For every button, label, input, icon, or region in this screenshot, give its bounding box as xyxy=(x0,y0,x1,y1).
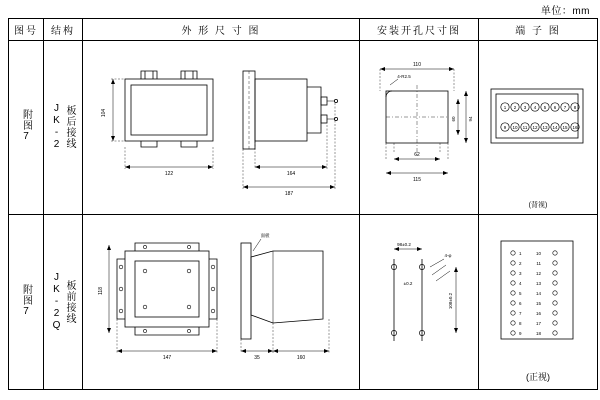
terminal-left-6: 6 xyxy=(519,301,522,307)
terminal-right-14: 14 xyxy=(535,291,541,297)
terminal-caption-1: (背视) xyxy=(528,202,548,210)
dim-108: 108±0.2 xyxy=(448,293,453,310)
header-outline: 外 形 尺 寸 图 xyxy=(83,19,360,41)
terminal-right-10: 10 xyxy=(535,251,541,257)
cell-fig-no-2 xyxy=(9,215,44,390)
dim-115: 115 xyxy=(413,176,421,183)
terminal-num-15: 15 xyxy=(562,124,568,130)
outline-drawing-jk2 xyxy=(83,41,357,209)
header-terminal: 端 子 图 xyxy=(479,19,598,41)
terminal-left-2: 2 xyxy=(519,261,522,267)
cell-structure-1 xyxy=(44,40,83,215)
cell-hole-1 xyxy=(360,40,479,215)
terminal-left-4: 4 xyxy=(519,281,522,287)
dim-164: 164 xyxy=(286,170,296,177)
terminal-left-3: 3 xyxy=(519,271,522,277)
terminal-diagram-jk2 xyxy=(479,41,595,209)
cell-structure-2 xyxy=(44,215,83,390)
dim-4-r25: 4-R2.5 xyxy=(397,73,411,79)
hole-drawing-jk2 xyxy=(360,41,476,209)
terminal-right-15: 15 xyxy=(535,301,541,307)
terminal-num-10: 10 xyxy=(512,124,518,130)
fig-no-label-1: 附图7 xyxy=(20,108,32,143)
structure-model-1: JK-2 xyxy=(51,103,62,152)
terminal-num-9: 9 xyxy=(503,124,507,130)
fig-no-label-2: 附图7 xyxy=(20,283,32,318)
terminal-num-3: 3 xyxy=(523,104,527,110)
terminal-num-13: 13 xyxy=(542,124,548,130)
dim-122: 122 xyxy=(164,170,174,177)
table-row xyxy=(9,215,598,390)
structure-wiring-2: 板前接线 xyxy=(64,280,75,325)
cell-terminal-2 xyxy=(479,215,598,390)
header-fig-no: 图号 xyxy=(9,19,44,41)
cell-hole-2 xyxy=(360,215,479,390)
terminal-num-14: 14 xyxy=(552,124,558,130)
panel-label: 面板 xyxy=(260,233,270,239)
terminal-left-9: 9 xyxy=(519,331,522,337)
terminal-num-7: 7 xyxy=(563,104,567,110)
structure-wiring-1: 板后接线 xyxy=(64,105,75,150)
unit-note: 单位：mm xyxy=(540,6,590,17)
terminal-right-17: 17 xyxy=(535,321,541,327)
terminal-left-5: 5 xyxy=(519,291,522,297)
header-hole: 安装开孔尺寸图 xyxy=(360,19,479,41)
terminal-num-12: 12 xyxy=(532,124,538,130)
dim-98: 98±0.2 xyxy=(397,242,411,248)
terminal-left-8: 8 xyxy=(519,321,522,327)
dim-35: 35 xyxy=(254,355,260,362)
dim-60: 60 xyxy=(451,116,456,122)
cell-outline-1 xyxy=(83,40,360,215)
terminal-num-4: 4 xyxy=(533,104,537,110)
terminal-num-1: 1 xyxy=(503,104,507,110)
dim-tol: ±0.2 xyxy=(403,281,413,287)
terminal-left-7: 7 xyxy=(519,311,522,317)
table-row xyxy=(9,40,598,215)
terminal-num-5: 5 xyxy=(543,104,547,110)
dim-4-phi: 4-φ xyxy=(444,253,452,259)
cell-terminal-1 xyxy=(479,40,598,215)
dim-187: 187 xyxy=(284,190,294,197)
terminal-right-13: 13 xyxy=(535,281,541,287)
structure-model-2: JK-2Q xyxy=(51,272,62,333)
terminal-right-16: 16 xyxy=(535,311,541,317)
header-structure: 结构 xyxy=(44,19,83,41)
hole-drawing-jk2q xyxy=(360,215,476,383)
outline-drawing-jk2q xyxy=(83,215,357,383)
table-header-row xyxy=(9,19,598,41)
dim-94: 94 xyxy=(468,116,473,122)
terminal-left-1: 1 xyxy=(519,251,522,257)
dim-118: 118 xyxy=(98,287,104,296)
terminal-right-12: 12 xyxy=(535,271,541,277)
terminal-num-11: 11 xyxy=(522,124,528,130)
terminal-right-11: 11 xyxy=(536,261,541,267)
dimension-table xyxy=(8,18,598,390)
terminal-num-6: 6 xyxy=(553,104,557,110)
cell-outline-2 xyxy=(83,215,360,390)
terminal-caption-2: (正视) xyxy=(526,372,550,382)
terminal-diagram-jk2q xyxy=(479,215,595,383)
terminal-num-8: 8 xyxy=(573,104,577,110)
dim-147: 147 xyxy=(162,355,172,362)
dim-62: 62 xyxy=(414,151,420,158)
terminal-num-2: 2 xyxy=(513,104,517,110)
dim-160: 160 xyxy=(296,355,306,362)
terminal-right-18: 18 xyxy=(535,331,541,337)
dim-104: 104 xyxy=(101,108,107,117)
cell-fig-no-1 xyxy=(9,40,44,215)
terminal-num-16: 16 xyxy=(572,124,578,130)
dim-110: 110 xyxy=(413,61,421,68)
